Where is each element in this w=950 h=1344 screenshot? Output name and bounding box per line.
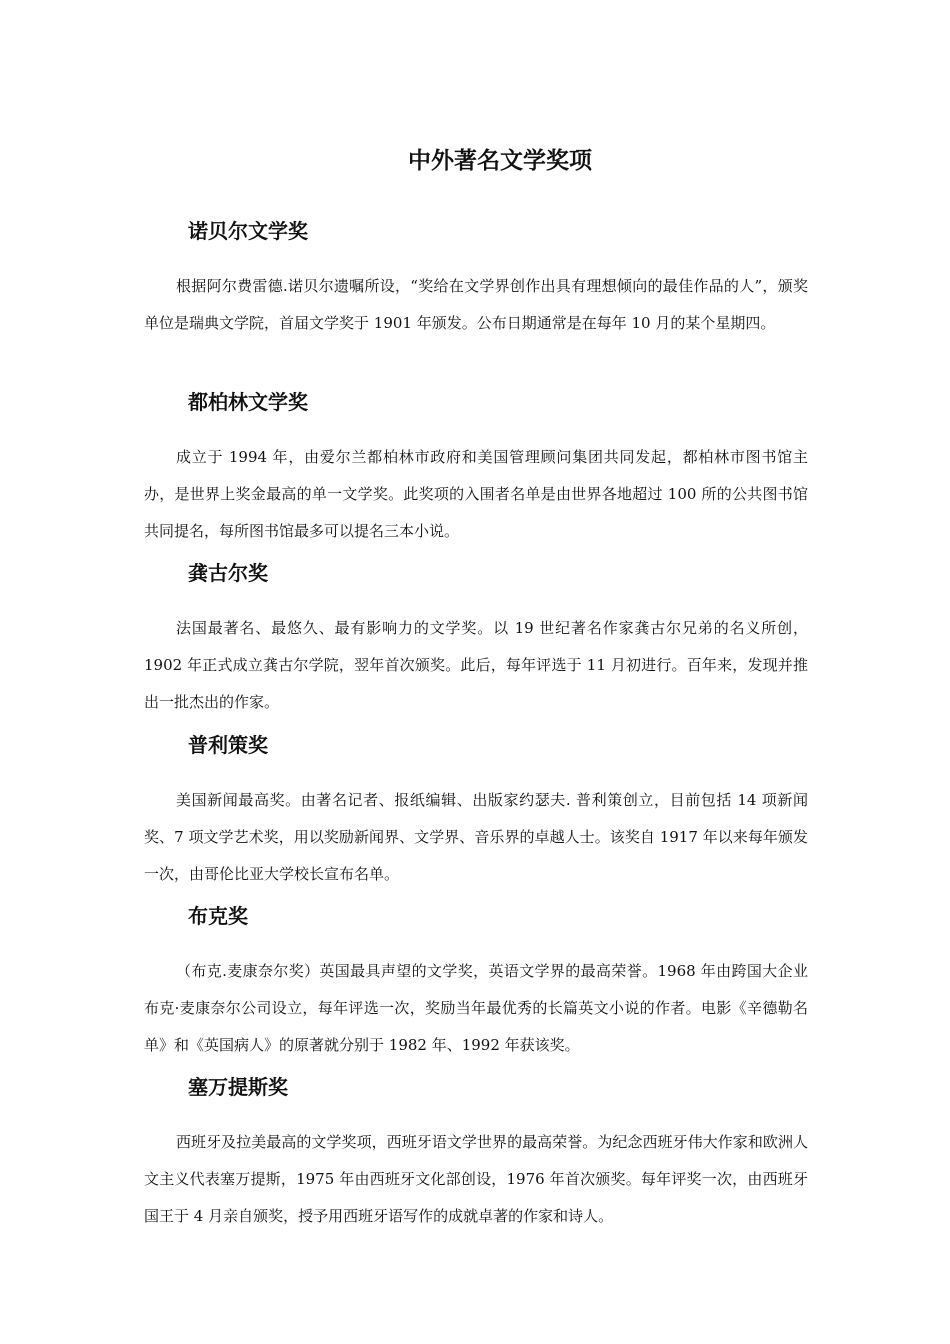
section-nobel-prize (144, 216, 808, 342)
section-paragraph: 法国最著名、最悠久、最有影响力的文学奖。以 19 世纪著名作家龚古尔兄弟的名义所创，1902 年正式成立龚古尔学院，翌年首次颁奖。此后，每年评选于 11 月初进行。百年来，发现并推出一批杰出的作家。 (144, 619, 808, 711)
section-paragraph: 西班牙及拉美最高的文学奖项，西班牙语文学世界的最高荣誉。为纪念西班牙伟大作家和欧洲人文主义代表塞万提斯，1975 年由西班牙文化部创设，1976 年首次颁奖。每年评奖一次，由西班牙国王于 4 月亲自颁奖，授予用西班牙语写作的成就卓著的作家和诗人。 (144, 1133, 808, 1225)
section-heading: 龚古尔奖 (188, 561, 268, 585)
document-title: 中外著名文学奖项 (408, 148, 592, 174)
section-heading: 布克奖 (188, 904, 248, 928)
section-heading: 诺贝尔文学奖 (188, 219, 308, 243)
section-paragraph: （布克.麦康奈尔奖）英国最具声望的文学奖，英语文学界的最高荣誉。1968 年由跨国大企业布克·麦康奈尔公司设立，每年评选一次，奖励当年最优秀的长篇英文小说的作者。电影《辛德勒名单》和《英国病人》的原著就分别于 1982 年、1992 年获该奖。 (144, 962, 808, 1054)
section-pulitzer-prize (144, 730, 808, 893)
section-cervantes-prize (144, 1072, 808, 1235)
section-dublin-award (144, 387, 808, 550)
section-goncourt-prize (144, 558, 808, 721)
section-heading: 塞万提斯奖 (188, 1075, 288, 1099)
section-booker-prize (144, 901, 808, 1064)
section-paragraph: 成立于 1994 年，由爱尔兰都柏林市政府和美国管理顾问集团共同发起，都柏林市图书馆主办，是世界上奖金最高的单一文学奖。此奖项的入围者名单是由世界各地超过 100 所的公共图书馆共同提名，每所图书馆最多可以提名三本小说。 (144, 448, 808, 540)
section-paragraph: 根据阿尔费雷德.诺贝尔遗嘱所设，“奖给在文学界创作出具有理想倾向的最佳作品的人”，颁奖单位是瑞典文学院，首届文学奖于 1901 年颁发。公布日期通常是在每年 10 月的某个星期四。 (144, 277, 808, 332)
section-paragraph: 美国新闻最高奖。由著名记者、报纸编辑、出版家约瑟夫. 普利策创立，目前包括 14 项新闻奖、7 项文学艺术奖，用以奖励新闻界、文学界、音乐界的卓越人士。该奖自 1917 年以来每年颁发一次，由哥伦比亚大学校长宣布名单。 (144, 791, 808, 883)
section-heading: 普利策奖 (188, 733, 268, 757)
section-heading: 都柏林文学奖 (188, 390, 308, 414)
